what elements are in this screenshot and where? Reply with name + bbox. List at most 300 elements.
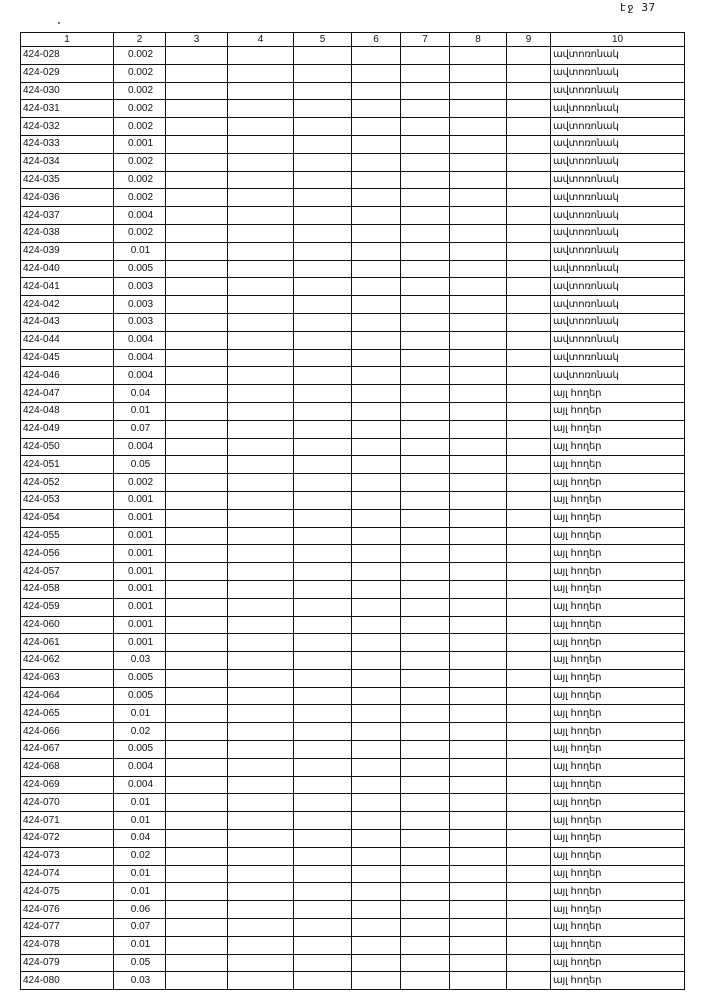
area-cell: 0.05 [114, 954, 166, 972]
parcel-id-cell: 424-055 [21, 527, 114, 545]
empty-cell-3 [166, 100, 228, 118]
empty-cell-6 [352, 135, 401, 153]
empty-cell-6 [352, 634, 401, 652]
empty-cell-6 [352, 723, 401, 741]
empty-cell-6 [352, 705, 401, 723]
empty-cell-6 [352, 741, 401, 759]
empty-cell-4 [228, 936, 294, 954]
parcel-id-cell: 424-044 [21, 331, 114, 349]
empty-cell-9 [507, 456, 551, 474]
empty-cell-9 [507, 331, 551, 349]
empty-cell-6 [352, 64, 401, 82]
parcel-id-cell: 424-049 [21, 420, 114, 438]
empty-cell-8 [450, 207, 507, 225]
empty-cell-3 [166, 118, 228, 136]
parcel-id-cell: 424-038 [21, 224, 114, 242]
empty-cell-5 [294, 82, 352, 100]
empty-cell-4 [228, 367, 294, 385]
area-cell: 0.003 [114, 278, 166, 296]
empty-cell-5 [294, 794, 352, 812]
empty-cell-3 [166, 758, 228, 776]
area-cell: 0.001 [114, 527, 166, 545]
empty-cell-3 [166, 794, 228, 812]
land-type-cell: ավտոռոնակ [551, 242, 685, 260]
empty-cell-7 [401, 189, 450, 207]
empty-cell-9 [507, 901, 551, 919]
empty-cell-9 [507, 812, 551, 830]
table-row [21, 420, 685, 438]
area-cell: 0.004 [114, 776, 166, 794]
land-type-cell: այլ հողեր [551, 741, 685, 759]
empty-cell-9 [507, 438, 551, 456]
col-header-3: 3 [166, 33, 228, 47]
table-row [21, 669, 685, 687]
empty-cell-3 [166, 830, 228, 848]
area-cell: 0.001 [114, 598, 166, 616]
empty-cell-8 [450, 171, 507, 189]
empty-cell-8 [450, 367, 507, 385]
col-header-5: 5 [294, 33, 352, 47]
empty-cell-8 [450, 865, 507, 883]
parcel-id-cell: 424-028 [21, 47, 114, 65]
empty-cell-4 [228, 260, 294, 278]
area-cell: 0.004 [114, 367, 166, 385]
empty-cell-7 [401, 47, 450, 65]
empty-cell-8 [450, 652, 507, 670]
empty-cell-6 [352, 402, 401, 420]
empty-cell-6 [352, 456, 401, 474]
empty-cell-9 [507, 224, 551, 242]
parcel-id-cell: 424-074 [21, 865, 114, 883]
empty-cell-3 [166, 741, 228, 759]
empty-cell-7 [401, 634, 450, 652]
parcel-id-cell: 424-056 [21, 545, 114, 563]
col-header-9: 9 [507, 33, 551, 47]
empty-cell-9 [507, 313, 551, 331]
land-type-cell: ավտոռոնակ [551, 331, 685, 349]
table-row [21, 171, 685, 189]
area-cell: 0.002 [114, 118, 166, 136]
parcel-id-cell: 424-068 [21, 758, 114, 776]
area-cell: 0.01 [114, 242, 166, 260]
empty-cell-5 [294, 776, 352, 794]
empty-cell-8 [450, 616, 507, 634]
area-cell: 0.004 [114, 758, 166, 776]
table-row [21, 634, 685, 652]
empty-cell-7 [401, 402, 450, 420]
empty-cell-7 [401, 598, 450, 616]
empty-cell-9 [507, 758, 551, 776]
empty-cell-8 [450, 741, 507, 759]
empty-cell-7 [401, 278, 450, 296]
empty-cell-4 [228, 296, 294, 314]
table-row [21, 349, 685, 367]
parcel-id-cell: 424-039 [21, 242, 114, 260]
parcel-id-cell: 424-041 [21, 278, 114, 296]
empty-cell-8 [450, 883, 507, 901]
empty-cell-8 [450, 723, 507, 741]
table-row [21, 563, 685, 581]
parcel-id-cell: 424-063 [21, 669, 114, 687]
empty-cell-6 [352, 812, 401, 830]
parcel-id-cell: 424-050 [21, 438, 114, 456]
empty-cell-6 [352, 563, 401, 581]
empty-cell-4 [228, 82, 294, 100]
empty-cell-3 [166, 242, 228, 260]
empty-cell-3 [166, 82, 228, 100]
empty-cell-5 [294, 972, 352, 990]
area-cell: 0.07 [114, 420, 166, 438]
empty-cell-9 [507, 936, 551, 954]
parcel-id-cell: 424-077 [21, 919, 114, 937]
empty-cell-4 [228, 545, 294, 563]
land-type-cell: ավտոռոնակ [551, 82, 685, 100]
table-row [21, 919, 685, 937]
empty-cell-5 [294, 723, 352, 741]
empty-cell-6 [352, 47, 401, 65]
land-type-cell: այլ հողեր [551, 456, 685, 474]
empty-cell-4 [228, 100, 294, 118]
land-type-cell: այլ հողեր [551, 723, 685, 741]
table-row [21, 135, 685, 153]
empty-cell-7 [401, 812, 450, 830]
parcel-id-cell: 424-073 [21, 847, 114, 865]
table-row [21, 652, 685, 670]
area-cell: 0.001 [114, 580, 166, 598]
land-type-cell: ավտոռոնակ [551, 260, 685, 278]
land-type-cell: այլ հողեր [551, 936, 685, 954]
empty-cell-4 [228, 954, 294, 972]
empty-cell-6 [352, 598, 401, 616]
empty-cell-9 [507, 847, 551, 865]
empty-cell-3 [166, 652, 228, 670]
empty-cell-7 [401, 242, 450, 260]
page-number: էջ 37 [620, 1, 656, 14]
empty-cell-7 [401, 580, 450, 598]
empty-cell-4 [228, 474, 294, 492]
land-type-cell: այլ հողեր [551, 919, 685, 937]
empty-cell-8 [450, 100, 507, 118]
empty-cell-4 [228, 972, 294, 990]
land-register-table [20, 32, 685, 990]
area-cell: 0.003 [114, 296, 166, 314]
parcel-id-cell: 424-034 [21, 153, 114, 171]
area-cell: 0.03 [114, 972, 166, 990]
parcel-id-cell: 424-057 [21, 563, 114, 581]
empty-cell-8 [450, 456, 507, 474]
empty-cell-5 [294, 847, 352, 865]
empty-cell-6 [352, 580, 401, 598]
empty-cell-7 [401, 474, 450, 492]
table-row [21, 705, 685, 723]
empty-cell-9 [507, 82, 551, 100]
table-row [21, 883, 685, 901]
parcel-id-cell: 424-079 [21, 954, 114, 972]
empty-cell-7 [401, 385, 450, 403]
empty-cell-6 [352, 972, 401, 990]
area-cell: 0.003 [114, 313, 166, 331]
empty-cell-3 [166, 260, 228, 278]
land-type-cell: այլ հողեր [551, 954, 685, 972]
empty-cell-4 [228, 598, 294, 616]
empty-cell-4 [228, 776, 294, 794]
table-row [21, 367, 685, 385]
empty-cell-9 [507, 919, 551, 937]
empty-cell-7 [401, 367, 450, 385]
area-cell: 0.002 [114, 153, 166, 171]
empty-cell-5 [294, 865, 352, 883]
land-type-cell: ավտոռոնակ [551, 278, 685, 296]
empty-cell-5 [294, 741, 352, 759]
empty-cell-5 [294, 545, 352, 563]
empty-cell-9 [507, 865, 551, 883]
area-cell: 0.01 [114, 705, 166, 723]
empty-cell-7 [401, 865, 450, 883]
empty-cell-5 [294, 171, 352, 189]
empty-cell-8 [450, 242, 507, 260]
empty-cell-3 [166, 883, 228, 901]
empty-cell-4 [228, 741, 294, 759]
parcel-id-cell: 424-052 [21, 474, 114, 492]
empty-cell-3 [166, 207, 228, 225]
area-cell: 0.01 [114, 883, 166, 901]
table-row [21, 100, 685, 118]
area-cell: 0.001 [114, 563, 166, 581]
land-type-cell: այլ հողեր [551, 794, 685, 812]
empty-cell-7 [401, 64, 450, 82]
parcel-id-cell: 424-053 [21, 491, 114, 509]
empty-cell-4 [228, 153, 294, 171]
empty-cell-3 [166, 563, 228, 581]
empty-cell-9 [507, 598, 551, 616]
empty-cell-5 [294, 936, 352, 954]
area-cell: 0.002 [114, 82, 166, 100]
area-cell: 0.05 [114, 456, 166, 474]
table-row [21, 598, 685, 616]
table-row [21, 509, 685, 527]
empty-cell-9 [507, 420, 551, 438]
area-cell: 0.07 [114, 919, 166, 937]
empty-cell-9 [507, 972, 551, 990]
empty-cell-6 [352, 954, 401, 972]
area-cell: 0.001 [114, 509, 166, 527]
empty-cell-5 [294, 705, 352, 723]
table-row [21, 296, 685, 314]
empty-cell-7 [401, 901, 450, 919]
table-row [21, 153, 685, 171]
area-cell: 0.001 [114, 634, 166, 652]
empty-cell-7 [401, 741, 450, 759]
empty-cell-4 [228, 313, 294, 331]
empty-cell-5 [294, 242, 352, 260]
empty-cell-6 [352, 865, 401, 883]
empty-cell-3 [166, 402, 228, 420]
empty-cell-4 [228, 563, 294, 581]
parcel-id-cell: 424-046 [21, 367, 114, 385]
table-row [21, 385, 685, 403]
area-cell: 0.01 [114, 794, 166, 812]
empty-cell-8 [450, 82, 507, 100]
empty-cell-6 [352, 349, 401, 367]
area-cell: 0.01 [114, 936, 166, 954]
empty-cell-8 [450, 189, 507, 207]
table-row [21, 491, 685, 509]
empty-cell-4 [228, 509, 294, 527]
empty-cell-8 [450, 758, 507, 776]
empty-cell-3 [166, 598, 228, 616]
parcel-id-cell: 424-043 [21, 313, 114, 331]
empty-cell-3 [166, 509, 228, 527]
empty-cell-8 [450, 972, 507, 990]
table-row [21, 847, 685, 865]
empty-cell-5 [294, 420, 352, 438]
empty-cell-3 [166, 812, 228, 830]
land-type-cell: այլ հողեր [551, 883, 685, 901]
empty-cell-4 [228, 901, 294, 919]
land-type-cell: այլ հողեր [551, 972, 685, 990]
empty-cell-4 [228, 847, 294, 865]
empty-cell-6 [352, 527, 401, 545]
empty-cell-3 [166, 474, 228, 492]
table-row [21, 687, 685, 705]
table-row [21, 812, 685, 830]
empty-cell-8 [450, 224, 507, 242]
empty-cell-8 [450, 580, 507, 598]
empty-cell-4 [228, 331, 294, 349]
empty-cell-7 [401, 207, 450, 225]
empty-cell-5 [294, 100, 352, 118]
parcel-id-cell: 424-072 [21, 830, 114, 848]
land-type-cell: այլ հողեր [551, 545, 685, 563]
table-row [21, 118, 685, 136]
empty-cell-5 [294, 153, 352, 171]
table-row [21, 313, 685, 331]
empty-cell-7 [401, 794, 450, 812]
empty-cell-9 [507, 687, 551, 705]
empty-cell-4 [228, 687, 294, 705]
parcel-id-cell: 424-031 [21, 100, 114, 118]
table-row [21, 260, 685, 278]
empty-cell-9 [507, 527, 551, 545]
land-type-cell: այլ հողեր [551, 705, 685, 723]
empty-cell-8 [450, 402, 507, 420]
land-type-cell: ավտոռոնակ [551, 296, 685, 314]
empty-cell-3 [166, 349, 228, 367]
empty-cell-8 [450, 118, 507, 136]
land-type-cell: այլ հողեր [551, 687, 685, 705]
scan-speck [58, 22, 60, 24]
empty-cell-9 [507, 830, 551, 848]
land-type-cell: այլ հողեր [551, 865, 685, 883]
empty-cell-7 [401, 758, 450, 776]
empty-cell-3 [166, 135, 228, 153]
empty-cell-9 [507, 776, 551, 794]
table-row [21, 936, 685, 954]
table-row [21, 82, 685, 100]
empty-cell-4 [228, 385, 294, 403]
empty-cell-5 [294, 47, 352, 65]
empty-cell-5 [294, 652, 352, 670]
empty-cell-6 [352, 100, 401, 118]
land-type-cell: այլ հողեր [551, 385, 685, 403]
empty-cell-6 [352, 687, 401, 705]
land-type-cell: այլ հողեր [551, 580, 685, 598]
area-cell: 0.01 [114, 865, 166, 883]
land-type-cell: ավտոռոնակ [551, 224, 685, 242]
area-cell: 0.01 [114, 812, 166, 830]
empty-cell-5 [294, 296, 352, 314]
parcel-id-cell: 424-080 [21, 972, 114, 990]
empty-cell-6 [352, 847, 401, 865]
table-row [21, 456, 685, 474]
empty-cell-4 [228, 278, 294, 296]
area-cell: 0.004 [114, 207, 166, 225]
empty-cell-5 [294, 901, 352, 919]
parcel-id-cell: 424-047 [21, 385, 114, 403]
empty-cell-4 [228, 919, 294, 937]
parcel-id-cell: 424-029 [21, 64, 114, 82]
empty-cell-9 [507, 474, 551, 492]
empty-cell-7 [401, 509, 450, 527]
area-cell: 0.004 [114, 438, 166, 456]
land-type-cell: ավտոռոնակ [551, 349, 685, 367]
land-type-cell: այլ հողեր [551, 776, 685, 794]
table-row [21, 438, 685, 456]
area-cell: 0.005 [114, 669, 166, 687]
empty-cell-8 [450, 438, 507, 456]
area-cell: 0.002 [114, 47, 166, 65]
empty-cell-9 [507, 883, 551, 901]
land-type-cell: այլ հողեր [551, 634, 685, 652]
table-row [21, 527, 685, 545]
table-row [21, 901, 685, 919]
parcel-id-cell: 424-078 [21, 936, 114, 954]
empty-cell-6 [352, 296, 401, 314]
empty-cell-4 [228, 758, 294, 776]
area-cell: 0.04 [114, 385, 166, 403]
empty-cell-9 [507, 741, 551, 759]
empty-cell-5 [294, 491, 352, 509]
empty-cell-9 [507, 616, 551, 634]
land-type-cell: ավտոռոնակ [551, 171, 685, 189]
empty-cell-8 [450, 794, 507, 812]
land-type-cell: ավտոռոնակ [551, 64, 685, 82]
empty-cell-3 [166, 580, 228, 598]
empty-cell-3 [166, 224, 228, 242]
empty-cell-8 [450, 491, 507, 509]
area-cell: 0.03 [114, 652, 166, 670]
empty-cell-5 [294, 135, 352, 153]
area-cell: 0.002 [114, 474, 166, 492]
empty-cell-3 [166, 901, 228, 919]
empty-cell-3 [166, 776, 228, 794]
area-cell: 0.002 [114, 189, 166, 207]
table-row [21, 207, 685, 225]
col-header-7: 7 [401, 33, 450, 47]
empty-cell-8 [450, 509, 507, 527]
col-header-10: 10 [551, 33, 685, 47]
empty-cell-7 [401, 438, 450, 456]
empty-cell-7 [401, 420, 450, 438]
empty-cell-8 [450, 847, 507, 865]
empty-cell-4 [228, 135, 294, 153]
col-header-1: 1 [21, 33, 114, 47]
empty-cell-9 [507, 634, 551, 652]
empty-cell-6 [352, 385, 401, 403]
empty-cell-3 [166, 331, 228, 349]
empty-cell-7 [401, 224, 450, 242]
area-cell: 0.004 [114, 331, 166, 349]
